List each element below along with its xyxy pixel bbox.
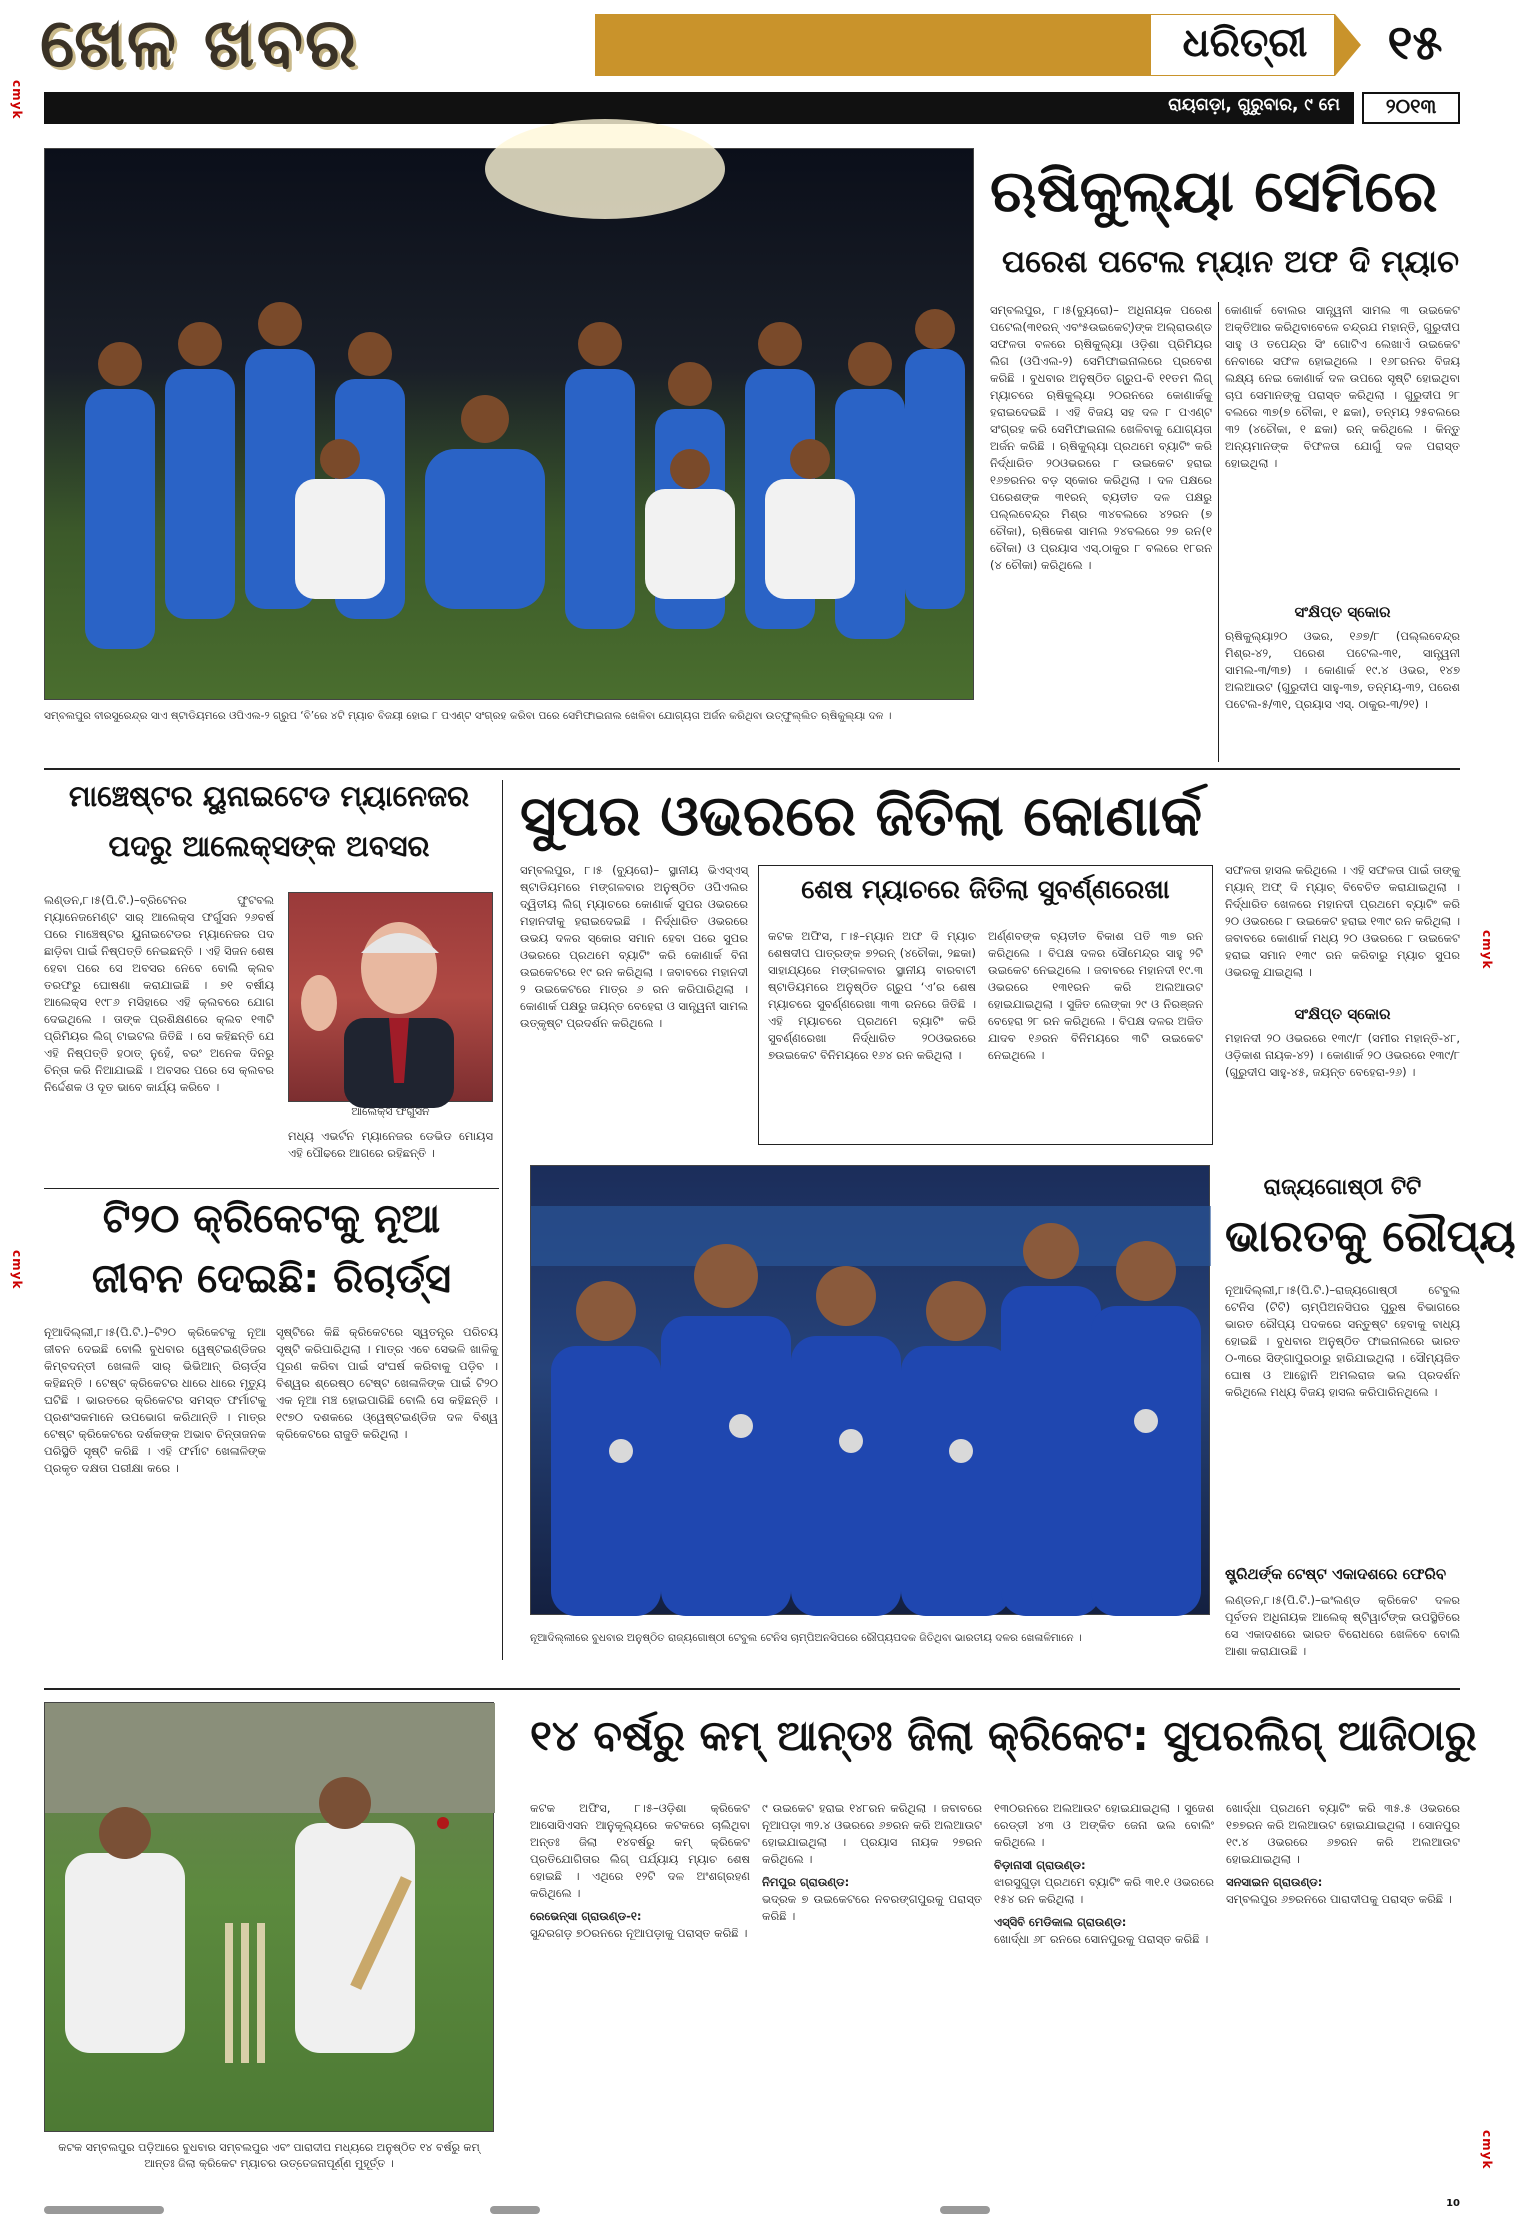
rushikulya-subheadline: ପରେଶ ପଟେଲ ମ୍ୟାନ ଅଫ ଦି ମ୍ୟାଚ <box>1002 244 1460 280</box>
zone3-text: ଝାରସୁଗୁଡ଼ା ପ୍ରଥମେ ବ୍ୟାଟିଂ କରି ୩୧.୧ ଓଭରରେ ୧୫୪ ରନ କରିଥିଲା । <box>994 1875 1214 1906</box>
paper-name: ଧରିତ୍ରୀ <box>1182 20 1308 66</box>
footer-strip-left <box>44 2206 164 2214</box>
table-tennis-body: ନୂଆଦିଲ୍ଲୀ,୮।୫(ପି.ଟି.)–ରାଜ୍ୟଗୋଷ୍ଠୀ ଟେବୁଲ ଟେନିସ (ଟିଟି) ଚାମ୍ପିଅନସିପର ପୁରୁଷ ବିଭାଗରେ ଭାରତ ରୌପ୍ୟ ପଦକରେ ସନ୍ତୁଷ୍ଟ ହେବାକୁ ବାଧ୍ୟ ହୋଇଛି । ବୁଧବାର ଅନୁଷ୍ଠିତ ଫାଇନାଲରେ ଭାରତ ୦-୩ରେ ସିଙ୍ଗାପୁରଠାରୁ ହାରିଯାଇଥିଲା । ସୌମ୍ୟଜିତ ଘୋଷ ଓ ଆନ୍ଥୋନି ଅମଲରାଜ ଭଲ ପ୍ରଦର୍ଶନ କରିଥିଲେ ମଧ୍ୟ ବିଜୟ ହାସଲ କରିପାରିନଥିଲେ । <box>1225 1283 1460 1399</box>
table-tennis-team-photo <box>530 1165 1210 1615</box>
registration-mark-left: cmyk <box>10 1250 24 1290</box>
zone2-text: ଭଦ୍ରକ ୭ ଉଇକେଟରେ ନବରଙ୍ଗପୁରକୁ ପରାସ୍ତ କରିଛି । <box>762 1892 982 1923</box>
subarnarekha-headline: ଶେଷ ମ୍ୟାଚରେ ଜିତିଲା ସୁବର୍ଣ୍ଣରେଖା <box>801 875 1170 905</box>
zone1-text: ସୁନ୍ଦରଗଡ଼ ୭୦ରନରେ ନୂଆପଡ଼ାକୁ ପରାସ୍ତ କରିଛି । <box>530 1926 748 1940</box>
under14-body-col3 <box>994 1800 1214 2170</box>
registration-mark-right: cmyk <box>1480 930 1494 970</box>
column-rule <box>1218 302 1219 762</box>
rushikulya-body-col2: କୋଣାର୍କ ବୋଲର ସାନ୍ତ୍ୱନୀ ସାମଲ ୩ ଉଇକେଟ ଅକ୍ତିଆର କରିଥିବାବେଳେ ଚନ୍ଦ୍ରଯ ମହାନ୍ତି, ଗୁରୁଦୀପ ସାହୁ ଓ ତପେନ୍ଦ୍ର ସିଂ ଗୋଟିଏ ଲେଖାଏଁ ଉଇକେଟ ନେବାରେ ସଫଳ ହୋଇଥିଲେ । ୧୬୮ରନର ବିଜୟ ଲକ୍ଷ୍ୟ ନେଇ କୋଣାର୍କ ଦଳ ଉପରେ ସୃଷ୍ଟି ହୋଇଥିବା ଚାପ ସେମାନଙ୍କୁ ପରାସ୍ତ କରିଥିଲା । ଗୁରୁଦୀପ ୨୮ ବଲରେ ୩୭(୭ ଚୌକା, ୧ ଛକା), ତନ୍ମୟ ୨୫ବଲରେ ୩୨ (୪ଚୌକା, ୧ ଛକା) ରନ୍ କରିଥିଲେ । କିନ୍ତୁ ଅନ୍ୟମାନଙ୍କ ବିଫଳତା ଯୋଗୁଁ ଦଳ ପରାସ୍ତ ହୋଇଥିଲା । <box>1225 303 1460 470</box>
t20-body-col1: ନୂଆଦିଲ୍ଲୀ,୮।୫(ପି.ଟି.)–ଟି୨୦ କ୍ରିକେଟକୁ ନୂଆ ଜୀବନ ଦେଇଛି ବୋଲି ବୁଧବାର ୱେଷ୍ଟଇଣ୍ଡିଜର କିମ୍ବଦନ୍ତୀ ଖେଳାଳି ସାର୍ ଭିଭିଆନ୍ ରିଚାର୍ଡ୍ସ କହିଛନ୍ତି । ଟେଷ୍ଟ କ୍ରିକେଟର ଧାରେ ଧାରେ ମୃତ୍ୟୁ ଘଟିଛି । ଭାରତରେ କ୍ରିକେଟର ସମସ୍ତ ଫର୍ମାଟକୁ ପ୍ରଶଂସକମାନେ ଉପଭୋଗ କରିଥାନ୍ତି । ମାତ୍ର ଟେଷ୍ଟ କ୍ରିକେଟରେ ଦର୍ଶକଙ୍କ ଅଭାବ ଚିନ୍ତାଜନକ ପରିସ୍ଥିତି ସୃଷ୍ଟି କରିଛି । ଏହି ଫର୍ମାଟ ଖେଳାଳିଙ୍କ ପ୍ରକୃତ ଦକ୍ଷତା ପରୀକ୍ଷା କରେ । <box>44 1325 266 1475</box>
under14-col1-text: କଟକ ଅଫିସ, ୮।୫–ଓଡ଼ିଶା କ୍ରିକେଟ ଆସୋସିଏସନ ଆନୁକୂଲ୍ୟରେ କଟକରେ ଚାଲିଥିବା ଅନ୍ତଃ ଜିଲା ୧୪ବର୍ଷରୁ କମ୍ କ୍ରିକେଟ ପ୍ରତିଯୋଗିତାର ଲିଗ୍ ପର୍ଯ୍ୟାୟ ମ୍ୟାଚ ଶେଷ ହୋଇଛି । ଏଥିରେ ୧୨ଟି ଦଳ ଅଂଶଗ୍ରହଣ କରିଥିଲେ । <box>530 1801 750 1900</box>
zone5-text: ସମ୍ବଲପୁର ୬୭ରନରେ ପାରାଦୀପକୁ ପରାସ୍ତ କରିଛି । <box>1226 1892 1452 1906</box>
t20-body-col2: ସୃଷ୍ଟିରେ କିଛି କ୍ରିକେଟରେ ସ୍ୱତନ୍ତ୍ର ପରିଚୟ ସୃଷ୍ଟି କରିପାରିଥିଲା । ମାତ୍ର ଏବେ ସେଭଳି ଖାଳିକୁ ପୂରଣ କରିବା ପାଇଁ ସଂଘର୍ଷ କରିବାକୁ ପଡ଼ିବ । ବିଶ୍ୱର ଶ୍ରେଷ୍ଠ ଟେଷ୍ଟ ଖେଳାଳିଙ୍କ ପାଇଁ ଟି୨୦ ଏକ ନୂଆ ମଞ୍ଚ ହୋଇପାରିଛି ବୋଲି ସେ କହିଛନ୍ତି । ୧୯୭୦ ଦଶକରେ ଓ୍ୱେଷ୍ଟଇଣ୍ଡିଜ ଦଳ ବିଶ୍ୱ କ୍ରିକେଟରେ ରାଜୁତି କରିଥିଲା । <box>276 1325 498 1441</box>
dateline: ରାୟଗଡ଼ା, ଗୁରୁବାର, ୯ ମେ <box>1168 95 1340 115</box>
zone3-title: ବିଡ଼ାନାସୀ ଗ୍ରାଉଣ୍ଡ: <box>994 1858 1086 1872</box>
under14-body-col1 <box>530 1800 750 2170</box>
zone5-title: ସନସାଇନ ଗ୍ରାଉଣ୍ଡ: <box>1226 1875 1323 1889</box>
page-number-arrow <box>1335 14 1361 76</box>
t20-headline-line1: ଟି୨୦ କ୍ରିକେଟକୁ ନୂଆ <box>102 1196 441 1242</box>
folio: 10 <box>1446 2198 1460 2209</box>
cricket-photo-caption: କଟକ ସମ୍ବଲପୁର ପଡ଼ିଆରେ ବୁଧବାର ସମ୍ବଲପୁର ଏବଂ ପାରାଦୀପ ମଧ୍ୟରେ ଅନୁଷ୍ଠିତ ୧୪ ବର୍ଷରୁ କମ୍ ଆନ୍ତଃ ଜିଲା କ୍ରିକେଟ ମ୍ୟାଚର ଉତ୍ତେଜନାପୂର୍ଣ୍ଣ ମୁହୂର୍ତ୍ତ । <box>58 2141 480 2170</box>
ferguson-photo <box>288 892 493 1102</box>
team-photo-caption: ସମ୍ବଲପୁର ବୀରସୁରେନ୍ଦ୍ର ସାଏ ଷ୍ଟାଡିୟମରେ ଓପିଏଲ-୨ ଗ୍ରୁପ ‘ବି’ରେ ୪ଟି ମ୍ୟାଚ ବିଜୟୀ ହୋଇ ୮ ପଏଣ୍ଟ ସଂଗ୍ରହ କରିବା ପରେ ସେମିଫାଇନାଲ ଖେଳିବା ଯୋଗ୍ୟତା ଅର୍ଜନ କରିଥିବା ଉତ୍ଫୁଲ୍ଲିତ ଋଷିକୁଲ୍ୟା ଦଳ । <box>44 710 892 722</box>
under14-body-col4 <box>1226 1800 1460 2170</box>
ferguson-illustration <box>289 893 494 1103</box>
footer-strip-right <box>940 2206 990 2214</box>
registration-mark-top: cmyk <box>10 80 24 120</box>
column-rule <box>502 780 503 1660</box>
manchester-body-tail: ମଧ୍ୟ ଏଭର୍ଟନ ମ୍ୟାନେଜର ଡେଭିଡ ମୋୟସ ଏହି ପୌଢରେ ଆଗରେ ରହିଛନ୍ତି । <box>288 1129 493 1160</box>
super-over-scorecard: ମହାନଦୀ ୨୦ ଓଭରରେ ୧୩୯/୮ (ସମୀର ମହାନ୍ତି-୪୮, ଓଡ଼ିକାଶ ନାୟକ-୪୨) । କୋଣାର୍କ ୨୦ ଓଭରରେ ୧୩୯/୮ (ଗୁରୁଦୀପ ସାହୁ-୪୫, ଜୟନ୍ତ ବେହେରା-୨୬) । <box>1225 1031 1460 1079</box>
super-over-headline: ସୁପର ଓଭରରେ ଜିତିଲା କୋଣାର୍କ <box>520 784 1202 849</box>
zone1-title: ରେଭେନ୍ସା ଗ୍ରାଉଣ୍ଡ-୧: <box>530 1909 642 1923</box>
super-over-scorecard-title: ସଂକ୍ଷିପ୍ତ ସ୍କୋର <box>1294 1005 1391 1023</box>
page-number: ୧୫ <box>1387 15 1443 71</box>
table-tennis-headline: ଭାରତକୁ ରୌପ୍ୟ <box>1225 1211 1516 1262</box>
section-title: ଖେଳ ଖବର <box>40 4 359 83</box>
super-over-body: ସମ୍ବଲପୁର, ୮।୫ (ବ୍ୟୁରୋ)– ସ୍ଥାନୀୟ ଭିଏସ୍‌ଏସ୍ ଷ୍ଟାଡିୟମରେ ମଙ୍ଗଳବାର ଅନୁଷ୍ଠିତ ଓପିଏଲର ଦ୍ୱିତୀୟ ଲିଗ୍ ମ୍ୟାଚରେ କୋଣାର୍କ ସୁପର ଓଭରରେ ମହାନଦୀକୁ ହରାଇଦେଇଛି । ନିର୍ଦ୍ଧାରିତ ଓଭରରେ ଉଭୟ ଦଳର ସ୍କୋର ସମାନ ହେବା ପରେ ସୁପର ଓଭରରେ ପ୍ରଥମେ ବ୍ୟାଟିଂ କରି କୋଣାର୍କ ବିନା ଉଇକେଟରେ ୧୯ ରନ କରିଥିଲା । ଜବାବରେ ମହାନଦୀ ୨ ଉଇକେଟରେ ମାତ୍ର ୬ ରନ କରିପାରିଥିଲା । କୋଣାର୍କ ପକ୍ଷରୁ ଜୟନ୍ତ ବେହେରା ଓ ସାନ୍ତ୍ୱନୀ ସାମଲ ଉତ୍କୃଷ୍ଟ ପ୍ରଦର୍ଶନ କରିଥିଲେ । <box>520 863 748 1030</box>
zone4-title: ଏସ୍‌ସିବି ମେଡିକାଲ ଗ୍ରାଉଣ୍ଡ: <box>994 1915 1127 1929</box>
table-tennis-illustration <box>531 1166 1211 1616</box>
team-celebration-photo <box>44 148 974 700</box>
zone4-text: ଖୋର୍ଦ୍ଧା ୬୮ ରନରେ ସୋନପୁରକୁ ପରାସ୍ତ କରିଛି । <box>994 1932 1209 1946</box>
section-divider <box>44 768 1460 770</box>
subarnarekha-body-col1: କଟକ ଅଫିସ, ୮।୫–ମ୍ୟାନ ଅଫ ଦି ମ୍ୟାଚ ଶେଷଦୀପ ପାତ୍ରଙ୍କ ୭୨ରନ୍ (୪ଚୌକା, ୨ଛକା) ସାହାଯ୍ୟରେ ମଙ୍ଗଳବାର ସ୍ଥାନୀୟ ବାରବାଟୀ ଷ୍ଟାଡିୟମରେ ଅନୁଷ୍ଠିତ ଗ୍ରୁପ ‘ଏ’ର ଶେଷ ମ୍ୟାଚରେ ସୁବର୍ଣ୍ଣରେଖା ୩୩ ରନରେ ଜିତିଛି । ଏହି ମ୍ୟାଚରେ ପ୍ରଥମେ ବ୍ୟାଟିଂ କରି ସୁବର୍ଣ୍ଣରେଖା ନିର୍ଦ୍ଧାରିତ ୨୦ଓଭରରେ ୭ଉଇକେଟ ବିନିମୟରେ ୧୬୪ ରନ କରିଥିଲା । <box>768 929 976 1062</box>
cricket-batsman-illustration <box>45 1703 495 2133</box>
manchester-body: ଲଣ୍ଡନ,୮।୫(ପି.ଟି.)–ବ୍ରିଟେନର ଫୁଟବଲ ମ୍ୟାନେଜମେଣ୍ଟ ସାର୍ ଆଲେକ୍ସ ଫର୍ଗୁସନ ୨୬ବର୍ଷ ପରେ ମାଞ୍ଚେଷ୍ଟର ୟୁନାଇଟେଡର ମ୍ୟାନେଜର ପଦ ଛାଡ଼ିବା ପାଇଁ ନିଷ୍ପତ୍ତି ନେଇଛନ୍ତି । ଏହି ସିଜନ ଶେଷ ହେବା ପରେ ସେ ଅବସର ନେବେ ବୋଲି କ୍ଲବ ତରଫରୁ ଘୋଷଣା କରାଯାଇଛି । ୭୧ ବର୍ଷୀୟ ଆଲେକ୍ସ ୧୯୮୬ ମସିହାରେ ଏହି କ୍ଲବରେ ଯୋଗ ଦେଇଥିଲେ । ତାଙ୍କ ପ୍ରଶିକ୍ଷଣରେ କ୍ଲବ ୧୩ଟି ପ୍ରିମିୟର ଲିଗ୍ ଟାଇଟଲ ଜିତିଛି । ସେ କହିଛନ୍ତି ଯେ ଏହି ନିଷ୍ପତ୍ତି ହଠାତ୍ ନୁହେଁ, ବରଂ ଅନେକ ଦିନରୁ ଚିନ୍ତା କରି ନିଆଯାଇଛି । ଅବସର ପରେ ସେ କ୍ଲବର ନିର୍ଦ୍ଦେଶକ ଓ ଦୂତ ଭାବେ କାର୍ଯ୍ୟ କରିବେ । <box>44 893 274 1094</box>
team-celebration-illustration <box>45 149 975 701</box>
rushikulya-scorecard-title: ସଂକ୍ଷିପ୍ତ ସ୍କୋର <box>1294 603 1391 621</box>
table-tennis-kicker: ରାଜ୍ୟଗୋଷ୍ଠୀ ଟିଟି <box>1263 1175 1422 1200</box>
rushikulya-body-col1: ସମ୍ବଲପୁର, ୮।୫(ବ୍ୟୁରୋ)– ଅଧିନାୟକ ପରେଶ ପଟେଲ(୩୧ରନ୍ ଏବଂ୫ଉଇକେଟ୍)ଙ୍କ ଅଲ୍‌ରାଉଣ୍ଡ ସଫଳତା ବଳରେ ଋଷିକୁଲ୍ୟା ଓଡ଼ିଶା ପ୍ରିମିୟର ଲିଗ (ଓପିଏଲ-୨) ସେମିଫାଇନାଲରେ ପ୍ରବେଶ କରିଛି । ବୁଧବାର ଅନୁଷ୍ଠିତ ଗ୍ରୁପ-ବି ୧୧ତମ ଲିଗ୍ ମ୍ୟାଚରେ ଋଷିକୁଲ୍ୟା ୨୦ରନରେ କୋଣାର୍କକୁ ହରାଇଦେଇଛି । ଏହି ବିଜୟ ସହ ଦଳ ୮ ପଏଣ୍ଟ ସଂଗ୍ରହ କରି ସେମିଫାଇନାଲ ଖେଳିବାକୁ ଯୋଗ୍ୟତା ଅର୍ଜନ କରିଛି । ଋଷିକୁଲ୍ୟା ପ୍ରଥମେ ବ୍ୟାଟିଂ କରି ନିର୍ଦ୍ଧାରିତ ୨୦ଓଭରରେ ୮ ଉଇକେଟ ହରାଇ ୧୬୭ରନର ବଡ଼ ସ୍କୋର କରିଥିଲା । ଦଳ ପକ୍ଷରେ ପରେଶଙ୍କ ୩୧ରନ୍ ବ୍ୟତୀତ ଦଳ ପକ୍ଷରୁ ପଲ୍ଲବେନ୍ଦ୍ର ମିଶ୍ର ୩୪ବଲରେ ୪୨ରନ (୭ ଚୌକା), ଋଷିକେଶ ସାମଲ ୨୪ବଲରେ ୨୭ ରନ(୧ ଚୌକା) ଓ ପ୍ରୟାସ ଏସ୍.ଠାକୁର ୮ ବଲରେ ୧୮ରନ (୪ ଚୌକା) କରିଥିଲେ । <box>990 303 1212 572</box>
under14-col4-text: ଖୋର୍ଦ୍ଧା ପ୍ରଥମେ ବ୍ୟାଟିଂ କରି ୩୫.୫ ଓଭରରେ ୧୭୭ରନ କରି ଅଲଆଉଟ ହୋଇଯାଇଥିଲା । ସୋନପୁର ୧୯.୪ ଓଭରରେ ୬୭ରନ କରି ଅଲଆଉଟ ହୋଇଯାଇଥିଲା । <box>1226 1801 1460 1866</box>
section-divider <box>44 1188 499 1189</box>
registration-mark-bottom: cmyk <box>1480 2130 1494 2170</box>
rushikulya-headline: ଋଷିକୁଲ୍ୟା ସେମିରେ <box>990 157 1438 225</box>
stewart-body: ଲଣ୍ଡନ,୮।୫(ପି.ଟି.)–ଇଂଲଣ୍ଡ କ୍ରିକେଟ ଦଳର ପୂର୍ବତନ ଅଧିନାୟକ ଆଲେକ୍ ଷ୍ଟିୱାର୍ଟଙ୍କ ଉପସ୍ଥିତିରେ ସେ ଏକାଦଶରେ ଭାରତ ବିରୋଧରେ ଖେଳିବେ ବୋଲି ଆଶା କରାଯାଉଛି । <box>1225 1593 1460 1658</box>
under14-body-col2 <box>762 1800 982 2170</box>
manchester-headline-line1: ମାଞ୍ଚେଷ୍ଟର ୟୁନାଇଟେଡ ମ୍ୟାନେଜର <box>68 779 470 813</box>
rushikulya-scorecard: ଋଷିକୁଲ୍ୟା୨୦ ଓଭର, ୧୬୭/୮ (ପଲ୍ଲବେନ୍ଦ୍ର ମିଶ୍ର-୪୨, ପରେଶ ପଟେଲ-୩୧, ସାନ୍ତ୍ୱନୀ ସାମଲ-୩/୩୭) । କୋଣାର୍କ ୧୯.୪ ଓଭର, ୧୪୭ ଅଲଆଉଟ (ଗୁରୁଦୀପ ସାହୁ-୩୭, ତନ୍ମୟ-୩୨, ପରେଶ ପଟେଲ-୫/୩୧, ପ୍ରୟାସ ଏସ୍. ଠାକୁର-୩/୨୧) । <box>1225 629 1460 711</box>
ferguson-photo-caption: ଆଲେକ୍ସ ଫର୍ଗୁସନ <box>351 1105 430 1118</box>
stewart-subheadline: ଷ୍ଟ୍ରିଥର୍ଙ୍କ ଟେଷ୍ଟ ଏକାଦଶରେ ଫେରିବ <box>1225 1565 1447 1583</box>
t20-headline-line2: ଜୀବନ ଦେଇଛି: ରିଚାର୍ଡ୍ସ <box>91 1256 452 1302</box>
footer-strip-mid <box>490 2206 540 2214</box>
manchester-headline-line2: ପଦରୁ ଆଲେକ୍ସଙ୍କ ଅବସର <box>108 829 430 863</box>
cricket-batsman-photo <box>44 1702 494 2132</box>
zone2-title: ନିମପୁର ଗ୍ରାଉଣ୍ଡ: <box>762 1875 850 1889</box>
table-tennis-photo-caption: ନୂଆଦିଲ୍ଲୀରେ ବୁଧବାର ଅନୁଷ୍ଠିତ ରାଜ୍ୟଗୋଷ୍ଠୀ ଟେବୁଲ ଟେନିସ ଚାମ୍ପିଅନସିପରେ ରୌପ୍ୟପଦକ ଜିତିଥିବା ଭାରତୀୟ ଦଳର ଖେଳାଳିମାନେ । <box>530 1632 1082 1644</box>
under14-headline: ୧୪ ବର୍ଷରୁ କମ୍ ଆନ୍ତଃ ଜିଲା କ୍ରିକେଟ: ସୁପରଲିଗ୍ ଆଜିଠାରୁ <box>530 1711 1477 1760</box>
under14-col3-text: ୧୩୦ରନରେ ଅଲଆଉଟ ହୋଇଯାଇଥିଲା । ସୁଜେଶ ରେଡ୍ଡୀ ୪୩ ଓ ଅଙ୍କିତ ଜେନା ଭଲ ବୋଲିଂ କରିଥିଲେ । <box>994 1801 1214 1849</box>
subarnarekha-body-col2: ଅର୍ଣ୍ଣବଙ୍କ ବ୍ୟତୀତ ବିକାଶ ପତି ୩୭ ରନ କରିଥିଲେ । ବିପକ୍ଷ ଦଳର ସୌମେନ୍ଦ୍ର ସାହୁ ୨ଟି ଉଇକେଟ ନେଇଥିଲେ । ଜବାବରେ ମହାନଦୀ ୧୯.୩ ଓଭରରେ ୧୩୧ରନ କରି ଅଲଆଉଟ ହୋଇଯାଇଥିଲା । ସୁଜିତ ଲେଙ୍କା ୨୯ ଓ ନିରଞ୍ଜନ ବେହେରା ୨୮ ରନ କରିଥିଲେ । ବିପକ୍ଷ ଦଳର ଅଜିତ ଯାଦବ ୧୬ରନ ବିନିମୟରେ ୩ଟି ଉଇକେଟ ନେଇଥିଲେ । <box>988 929 1203 1062</box>
super-over-body-right: ସଫଳତା ହାସଲ କରିଥିଲେ । ଏହି ସଫଳତା ପାଇଁ ତାଙ୍କୁ ମ୍ୟାନ୍ ଅଫ୍ ଦି ମ୍ୟାଚ୍ ବିବେଚିତ କରାଯାଇଥିଲା । ନିର୍ଦ୍ଧାରିତ ଖେଳରେ ମହାନଦୀ ପ୍ରଥମେ ବ୍ୟାଟିଂ କରି ୨୦ ଓଭରରେ ୮ ଉଇକେଟ ହରାଇ ୧୩୯ ରନ କରିଥିଲା । ଜବାବରେ କୋଣାର୍କ ମଧ୍ୟ ୨୦ ଓଭରରେ ୮ ଉଇକେଟ ହରାଇ ସମାନ ୧୩୯ ରନ କରିବାରୁ ମ୍ୟାଚ ସୁପର ଓଭରକୁ ଯାଇଥିଲା । <box>1225 863 1460 979</box>
section-divider <box>44 1688 1460 1690</box>
under14-col2-text: ୯ ଉଇକେଟ ହରାଇ ୧୪୮ରନ କରିଥିଲା । ଜବାବରେ ନୂଆପଡ଼ା ୩୨.୪ ଓଭରରେ ୬୭ରନ କରି ଅଲଆଉଟ ହୋଇଯାଇଥିଲା । ପ୍ରୟାସ ନାୟକ ୨୭ରନ କରିଥିଲେ । <box>762 1801 982 1866</box>
year: ୨୦୧୩ <box>1385 94 1437 118</box>
